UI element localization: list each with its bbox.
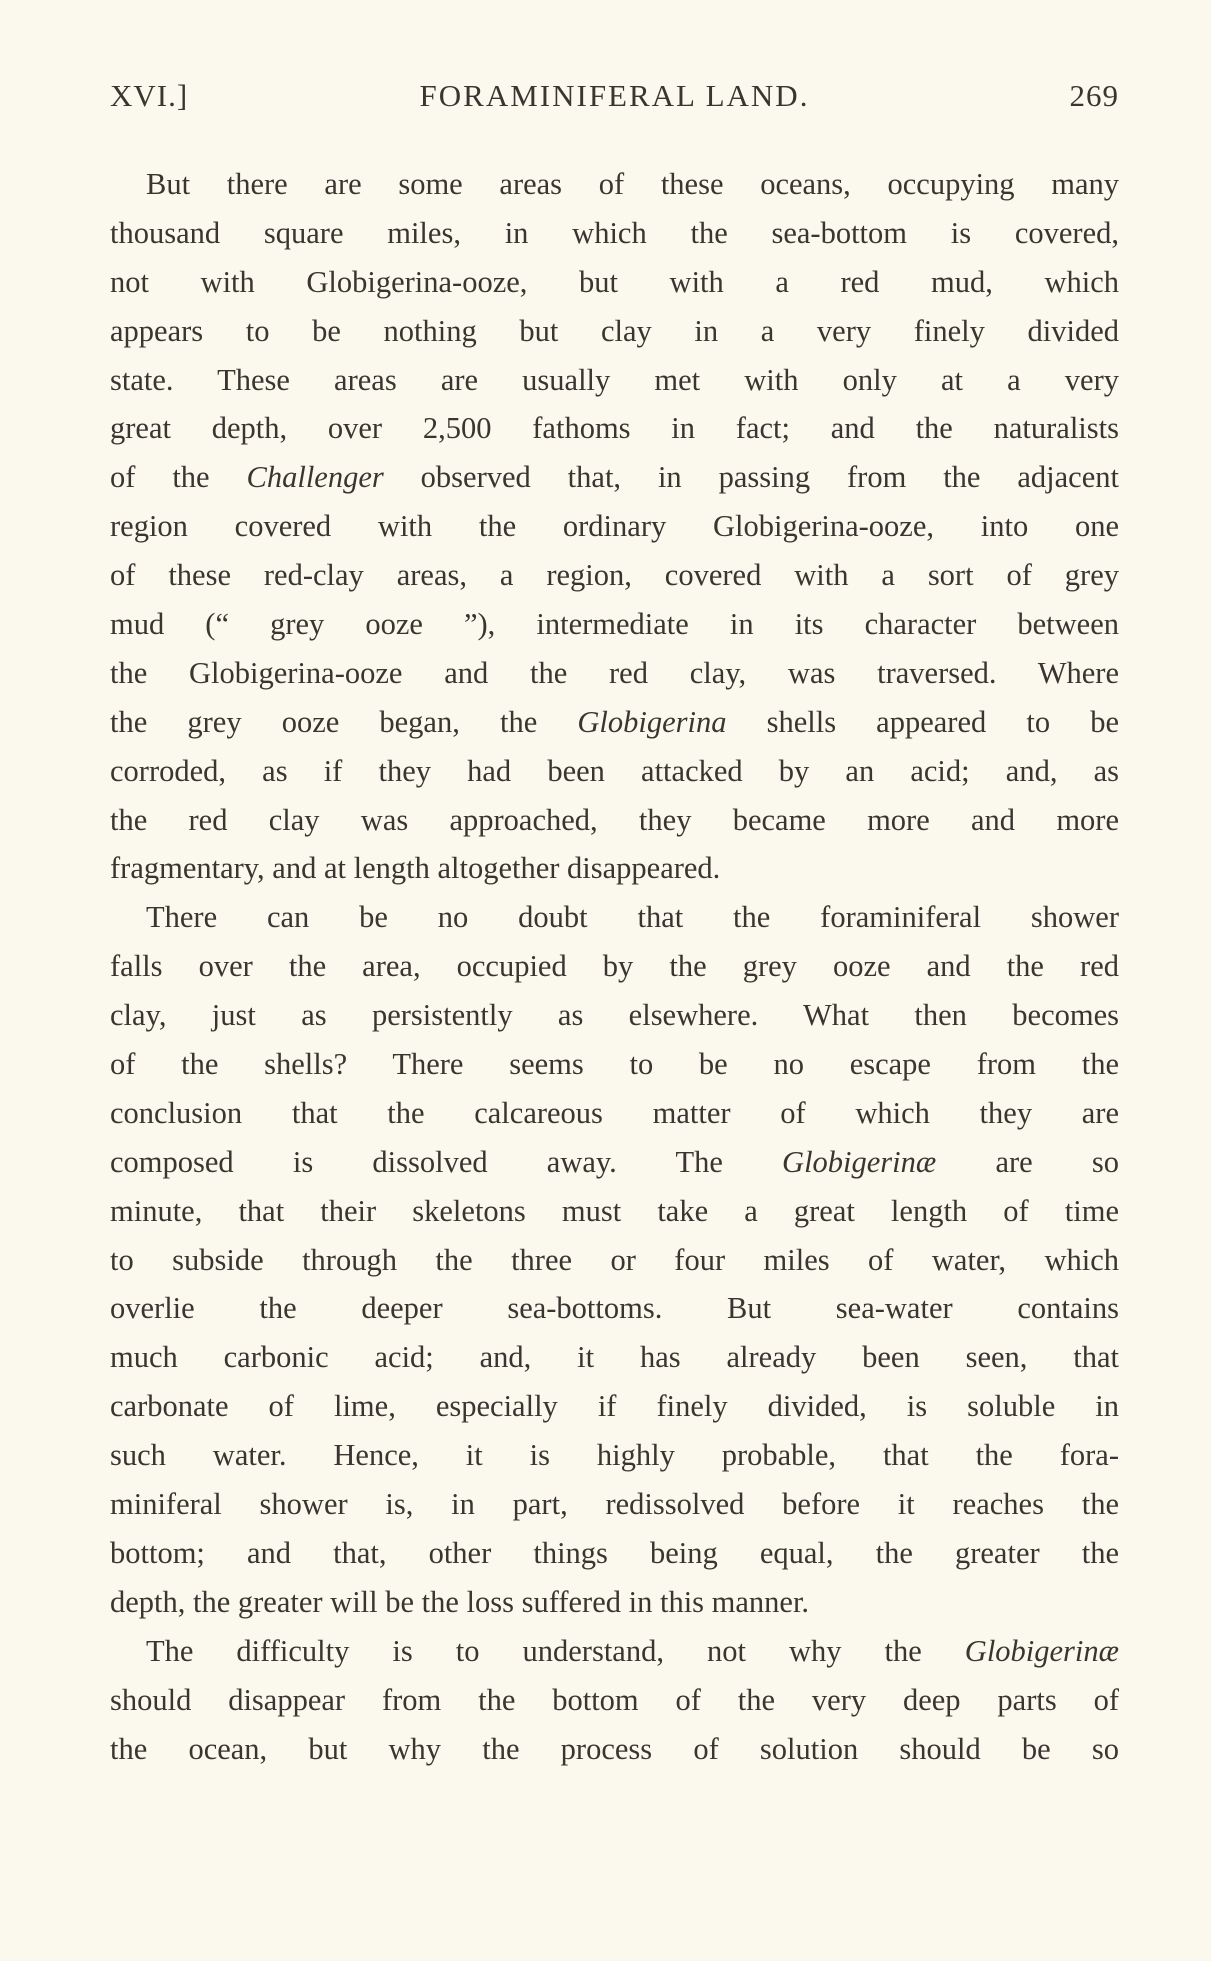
text-line: depth, the greater will be the loss suffered in this manner. bbox=[110, 1584, 810, 1619]
text-line bbox=[110, 698, 1119, 747]
italic-term: Globigerina bbox=[577, 704, 727, 739]
text-segment: are so bbox=[936, 1144, 1119, 1179]
text-line: bottom; and that, other things being equal, the greater the bbox=[110, 1535, 1119, 1570]
running-title: FORAMINIFERAL LAND. bbox=[419, 78, 810, 113]
text-line: minute, that their skeletons must take a great length of time bbox=[110, 1193, 1119, 1228]
text-line: the red clay was approached, they became more and more bbox=[110, 802, 1119, 837]
text-segment: shells appeared to be bbox=[726, 704, 1119, 739]
running-head bbox=[110, 78, 1119, 118]
text-segment: the grey ooze began, the bbox=[110, 704, 578, 739]
text-line: great depth, over 2,500 fathoms in fact; and the naturalists bbox=[110, 411, 1119, 446]
text-line: carbonate of lime, especially if finely divided, is soluble in bbox=[110, 1389, 1119, 1424]
chapter-number: XVI.] bbox=[110, 78, 189, 113]
text-line: fragmentary, and at length altogether disappeared. bbox=[110, 851, 721, 886]
text-line: the ocean, but why the process of solution should be so bbox=[110, 1731, 1119, 1766]
text-line: region covered with the ordinary Globigerina-ooze, into one bbox=[110, 509, 1119, 544]
italic-term: Globigerinæ bbox=[782, 1144, 937, 1179]
text-segment: composed is dissolved away. The bbox=[110, 1144, 783, 1179]
text-line: of these red-clay areas, a region, covered with a sort of grey bbox=[110, 558, 1119, 593]
text-line: thousand square miles, in which the sea-bottom is covered, bbox=[110, 215, 1119, 250]
text-segment: The difficulty is to understand, not why the bbox=[146, 1633, 965, 1668]
text-line: falls over the area, occupied by the grey ooze and the red bbox=[110, 949, 1119, 984]
text-line: not with Globigerina-ooze, but with a red mud, which bbox=[110, 264, 1119, 299]
text-line: corroded, as if they had been attacked by an acid; and, as bbox=[110, 753, 1119, 788]
text-line bbox=[110, 1138, 1119, 1187]
text-line bbox=[110, 453, 1119, 502]
text-line: state. These areas are usually met with only at a very bbox=[110, 362, 1119, 397]
italic-term: Globigerinæ bbox=[964, 1633, 1119, 1668]
text-segment: of the bbox=[110, 460, 247, 495]
italic-term: Challenger bbox=[246, 460, 384, 495]
text-line: miniferal shower is, in part, redissolved before it reaches the bbox=[110, 1487, 1119, 1522]
text-line: of the shells? There seems to be no escape from the bbox=[110, 1047, 1119, 1082]
text-line: to subside through the three or four miles of water, which bbox=[110, 1242, 1119, 1277]
text-line: There can be no doubt that the foraminiferal shower bbox=[146, 900, 1119, 935]
text-line: But there are some areas of these oceans, occupying many bbox=[146, 167, 1119, 201]
text-line: appears to be nothing but clay in a very finely divided bbox=[110, 313, 1119, 348]
text-line: should disappear from the bottom of the very deep parts of bbox=[110, 1682, 1119, 1717]
text-line: much carbonic acid; and, it has already been seen, that bbox=[110, 1340, 1119, 1375]
text-line: conclusion that the calcareous matter of which they are bbox=[110, 1095, 1119, 1130]
text-line: mud (“ grey ooze ”), intermediate in its character between bbox=[110, 607, 1119, 642]
text-line: clay, just as persistently as elsewhere. What then becomes bbox=[110, 998, 1119, 1033]
text-line: the Globigerina-ooze and the red clay, was traversed. Where bbox=[110, 655, 1119, 690]
text-segment: observed that, in passing from the adjacent bbox=[383, 460, 1119, 495]
body-text bbox=[110, 160, 1119, 1773]
page-number: 269 bbox=[1069, 78, 1119, 113]
text-line: such water. Hence, it is highly probable, that the fora- bbox=[110, 1438, 1119, 1473]
text-line bbox=[110, 1627, 1119, 1676]
text-line: overlie the deeper sea-bottoms. But sea-water contains bbox=[110, 1291, 1119, 1326]
